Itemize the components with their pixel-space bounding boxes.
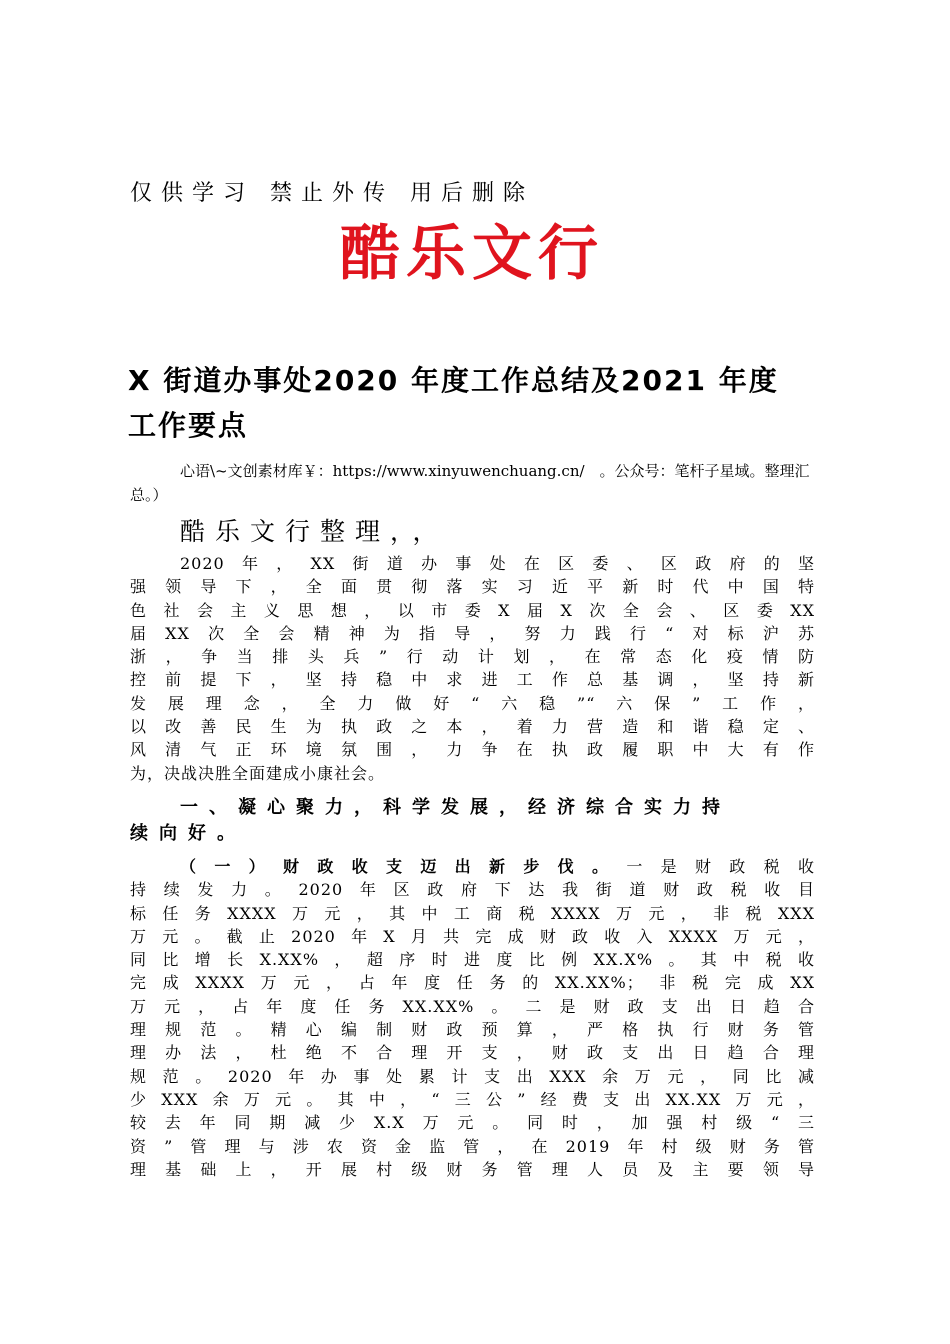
paragraph-line: 以改善民生为执政之本，着力营造和谐稳定、 [130, 717, 815, 737]
title-line-2: 工作要点 [128, 409, 249, 442]
subheading: （一）财政收支迈出新步伐。 [180, 857, 627, 876]
heading-line-1: 一、凝心聚力，科学发展，经济综合实力持 [180, 797, 731, 818]
paragraph-line: 风清气正环境氛围，力争在执政履职中大有作 [130, 740, 815, 760]
section-heading-1 [130, 795, 815, 847]
brand-title: 酷乐文行 [340, 219, 604, 289]
paragraph-line: 万元，占年度任务XX.XX%。二是财政支出日趋合 [130, 996, 815, 1016]
paragraph-line: 控前提下，坚持稳中求进工作总基调，坚持新 [130, 670, 815, 690]
paragraph-line-text: 一是财政税收 [626, 857, 815, 876]
paragraph-line: 规范。2020年办事处累计支出XXX余万元，同比减 [130, 1066, 815, 1086]
source-note: 心语\~文创素材库￥：https://www.xinyuwenchuang.cn/ 。公众号：笔杆子星域。整理汇总。） [130, 462, 810, 504]
heading-line-2: 续向好。 [130, 823, 246, 844]
paragraph-line: 少XXX余万元。其中，“三公”经费支出XX.XX万元， [130, 1089, 815, 1109]
paragraph-line: 理规范。精心编制财政预算，严格执行财务管 [130, 1020, 815, 1040]
paragraph-line: 万元。截止2020年X月共完成财政收入XXXX万元， [130, 926, 815, 946]
paragraph-line: 标任务XXXX万元，其中工商税XXXX万元，非税XXX [130, 903, 815, 923]
paragraph-line: 较去年同期减少X.X万元。同时，加强村级“三 [130, 1113, 815, 1133]
paragraph-line: 届XX次全会精神为指导，努力践行“对标沪苏 [130, 623, 815, 643]
paragraph-line: 持续发力。2020年区政府下达我街道财政税收目 [130, 880, 815, 900]
paragraph-line: 为，决战决胜全面建成小康社会。 [130, 763, 386, 783]
paragraph-line: 理基础上，开展村级财务管理人员及主要领导 [130, 1159, 815, 1179]
paragraph-line: 同比增长X.XX%，超序时进度比例XX.X%。其中税收 [130, 950, 815, 970]
paragraph-line: 完成XXXX万元，占年度任务的XX.XX%；非税完成XX [130, 973, 815, 993]
paragraph-line: 2020年，XX街道办事处在区委、区政府的坚 [180, 554, 815, 573]
paragraph-line: 资”管理与涉农资金监管，在2019年村级财务管 [130, 1136, 815, 1156]
document-title [128, 358, 828, 448]
paragraph-line: 发展理念，全力做好“六稳”“六保”工作， [130, 693, 815, 713]
paragraph-line: 色社会主义思想，以市委X届X次全会、区委XX [130, 600, 815, 620]
title-line-1: X 街道办事处2020 年度工作总结及2021 年度 [128, 364, 779, 397]
paragraph-line [130, 855, 815, 878]
paragraph-line: 强领导下，全面贯彻落实习近平新时代中国特 [130, 577, 815, 597]
editor-line: 酷乐文行整理，， [180, 517, 448, 546]
usage-notice: 仅供学习 禁止外传 用后删除 [130, 181, 534, 206]
paragraph-line: 浙，争当排头兵”行动计划，在常态化疫情防 [130, 647, 815, 667]
paragraph-line: 理办法，杜绝不合理开支，财政支出日趋合理 [130, 1043, 815, 1063]
paragraph-2 [130, 855, 815, 1181]
paragraph-1 [130, 552, 815, 785]
